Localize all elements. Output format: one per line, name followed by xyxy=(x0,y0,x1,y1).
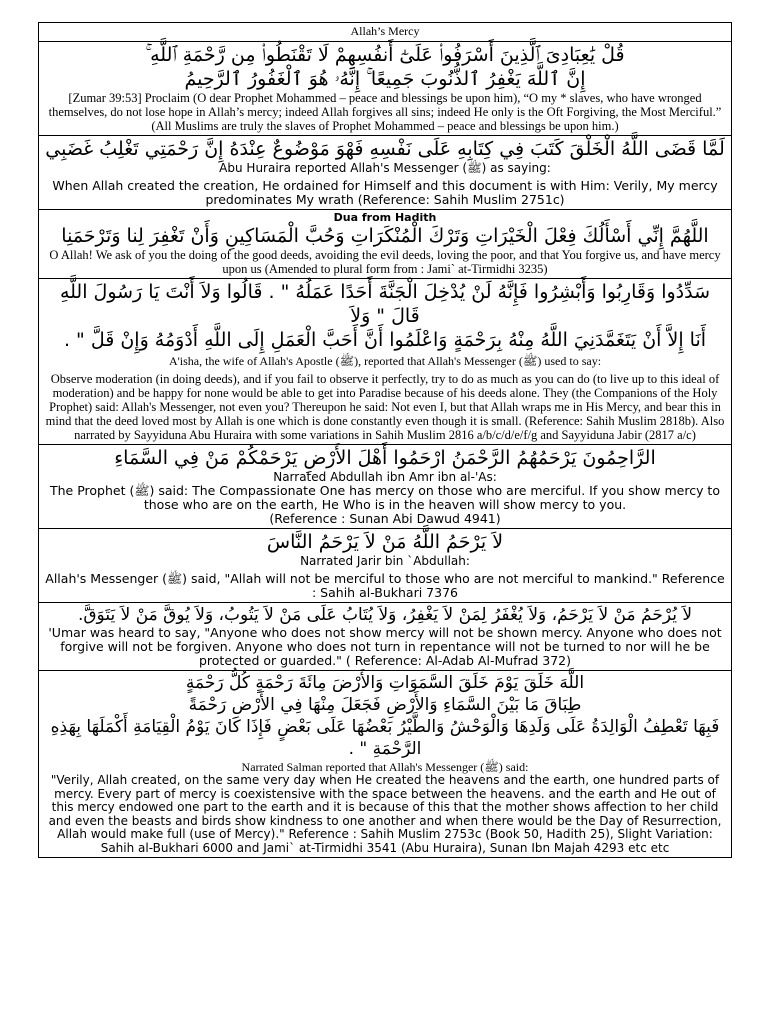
arabic-hadith: اللَّهُمَّ إِنِّي أَسْأَلُكَ فِعْلَ الْخَيْرَاتِ وَتَرْكَ الْمُنْكَرَاتِ وَحُبَّ الْمَسَاكِينِ وَأَنْ تَغْفِرَ لِنا وَتَرْحَمَنِا xyxy=(61,225,709,247)
arabic-verse: قُلْ يَٰعِبَادِىَ ٱلَّذِينَ أَسْرَفُوا۟ عَلَىٰٓ أَنفُسِهِمْ لَا تَقْنَطُوا۟ مِن رَّحْمَةِ ٱللَّهِ ۚ xyxy=(145,44,625,66)
narrator-line: A'isha, the wife of Allah's Apostle (ﷺ), reported that Allah's Messenger (ﷺ) used to say: xyxy=(168,354,602,368)
section-mercy-wrath xyxy=(39,136,731,210)
section-moderation xyxy=(39,279,731,445)
section-merciful xyxy=(39,445,731,529)
document-table xyxy=(38,22,732,858)
narrator-line: Abu Huraira reported Allah's Messenger (ﷺ) as saying: xyxy=(219,161,551,175)
arabic-hadith: اللَّهَ خَلَقَ يَوْمَ خَلَقَ السَّمَوَاتِ وَالأَرْضَ مِائَةَ رَحْمَةٍ كُلُّ رَحْمَةٍ xyxy=(185,673,585,693)
arabic-hadith: طِبَاقَ مَا بَيْنَ السَّمَاءِ وَالأَرْضِ فَجَعَلَ مِنْهَا فِي الأَرْضِ رَحْمَةً xyxy=(188,695,582,715)
english-translation: Observe moderation (in doing deeds), and if you fail to observe it perfectly, try to do as much as you can do (to live up to this ideal of moderation) and be happy for none would be able to get into Paradise because of his deeds alone. They (the Companions of the Holy Prophet) said: Allah's Messenger, not even you? Thereupon he said: Not even I, but that Allah wraps me in His Mercy, and bear this in mind that the deed loved most by Allah is one which is done constantly even though it is small. (Reference: Sahih Muslim 2818b). Also narrated by Sayyiduna Abu Huraira with some variations in Sahih Muslim 2816 a/b/c/d/e/f/g and Sayyiduna Jabir (2817 a/c) xyxy=(45,372,725,442)
section-jarir xyxy=(39,529,731,603)
arabic-hadith: أَنَا إِلاَّ أَنْ يَتَغَمَّدَنِيَ اللَّهُ مِنْهُ بِرَحْمَةٍ وَاعْلَمُوا أَنَّ أَحَبَّ الْعَمَلِ إِلَى اللَّهِ أَدْوَمُهُ وَإِنْ قَلَّ " . xyxy=(63,329,707,351)
english-translation: [Zumar 39:53] Proclaim (O dear Prophet Mohammed – peace and blessings be upon him), “O my * slaves, who have wronged themselves, do not lose hope in Allah’s mercy; indeed Allah forgives all sins; indeed He only is the Oft Forgiving, the Most Merciful.” (All Muslims are truly the slaves of Prophet Mohammed – peace and blessings be upon him.) xyxy=(48,91,722,133)
english-translation: The Prophet (ﷺ) said: The Compassionate One has mercy on those who are merciful. If you show mercy to those who are on the earth, He Who is in the heaven will show mercy to you. xyxy=(50,483,720,512)
arabic-hadith: الرَّاحِمُونَ يَرْحَمُهُمُ الرَّحْمَنُ ارْحَمُوا أَهْلَ الأَرْضِ يَرْحَمْكُمْ مَنْ فِي السَّمَاءِ xyxy=(114,447,656,469)
reference-line: (Reference : Sunan Abi Dawud 4941) xyxy=(269,511,501,526)
arabic-hadith: لَمَّا قَضَى اللَّهُ الْخَلْقَ كَتَبَ فِي كِتَابِهِ عَلَى نَفْسِهِ فَهْوَ مَوْضُوعٌ عِنْدَهُ إِنَّ رَحْمَتِي تَغْلِبُ غَضَبِي xyxy=(45,138,725,160)
arabic-hadith: الرَّحْمَةِ " . xyxy=(348,739,422,759)
arabic-hadith: لاَ يُرْحَمُ مَنْ لاَ يَرْحَمُ، وَلاَ يُغْفَرُ لِمَنْ لاَ يَغْفِرُ، وَلاَ يُتَابُ عَلَى مَنْ لاَ يَتُوبُ، وَلاَ يُوقَّ مَنْ لاَ يَتَوَقَّ. xyxy=(77,605,693,625)
section-heading: Dua from Hadith xyxy=(333,211,437,224)
arabic-verse: إِنَّ ٱللَّهَ يَغْفِرُ ٱلذُّنُوبَ جَمِيعًا ۚ إِنَّهُۥ هُوَ ٱلْغَفُورُ ٱلرَّحِيمُ xyxy=(184,68,586,90)
narrator-line: Narrated Jarir bin `Abdullah: xyxy=(300,554,470,568)
section-zumar xyxy=(39,42,731,136)
arabic-hadith: فَبِهَا تَعْطِفُ الْوَالِدَةُ عَلَى وَلَدِهَا وَالْوَحْشُ وَالطَّيْرُ بَعْضُهَا عَلَى بَعْضٍ فَإِذَا كَانَ يَوْمُ الْقِيَامَةِ أَكْمَلَهَا بِهَذِهِ xyxy=(50,717,720,737)
english-translation: 'Umar was heard to say, "Anyone who does not show mercy will not be shown mercy. Anyone who does not forgive will not be forgiven. Anyone who does not turn in repentance will not be turned to nor will he be protected or guarded." ( Reference: Al-Adab Al-Mufrad 372) xyxy=(48,625,722,668)
english-translation: "Verily, Allah created, on the same very day when He created the heavens and the earth, one hundred parts of mercy. Every part of mercy is coexistensive with the space between the heavens. and the earth and He out of this mercy endowed one part to the earth and it is because of this that the mother shows affection to her child and even the beasts and birds show kindness to one another and when there would be the Day of Resurrection, Allah would make full (use of Mercy)." Reference : Sahih Muslim 2753c (Book 50, Hadith 25), Slight Variation: Sahih al-Bukhari 6000 and Jami` at-Tirmidhi 3541 (Abu Huraira), Sunan Ibn Majah 4293 etc etc xyxy=(48,773,722,855)
section-hundred-mercies xyxy=(39,671,731,857)
english-translation: When Allah created the creation, He ordained for Himself and this document is with Him: Verily, My mercy predominates My wrath (Reference: Sahih Muslim 2751c) xyxy=(52,178,718,207)
narrator-line: Narrated Abdullah ibn Amr ibn al-'As: xyxy=(273,470,497,484)
arabic-hadith: لاَ يَرْحَمُ اللَّهُ مَنْ لاَ يَرْحَمُ النَّاسَ xyxy=(266,531,504,553)
section-dua xyxy=(39,210,731,279)
arabic-hadith: سَدِّدُوا وَقَارِبُوا وَأَبْشِرُوا فَإِنَّهُ لَنْ يُدْخِلَ الْجَنَّةَ أَحَدًا عَمَلُهُ " . قَالُوا وَلاَ أَنْتَ يَا رَسُولَ اللَّهِ قَالَ " وَلاَ xyxy=(59,281,711,327)
english-translation: O Allah! We ask of you the doing of the good deeds, avoiding the evil deeds, loving the poor, and that You forgive us, and have mercy upon us (Amended to plural form from : Jami` at-Tirmidhi 3235) xyxy=(49,248,721,276)
english-translation: Allah's Messenger (ﷺ) said, "Allah will not be merciful to those who are not merciful to mankind." Reference : Sahih al-Bukhari 7376 xyxy=(45,571,725,600)
section-umar xyxy=(39,603,731,671)
narrator-line: Narrated Salman reported that Allah's Messenger (ﷺ) said: xyxy=(241,760,529,774)
page-title: Allah’s Mercy xyxy=(39,23,731,42)
